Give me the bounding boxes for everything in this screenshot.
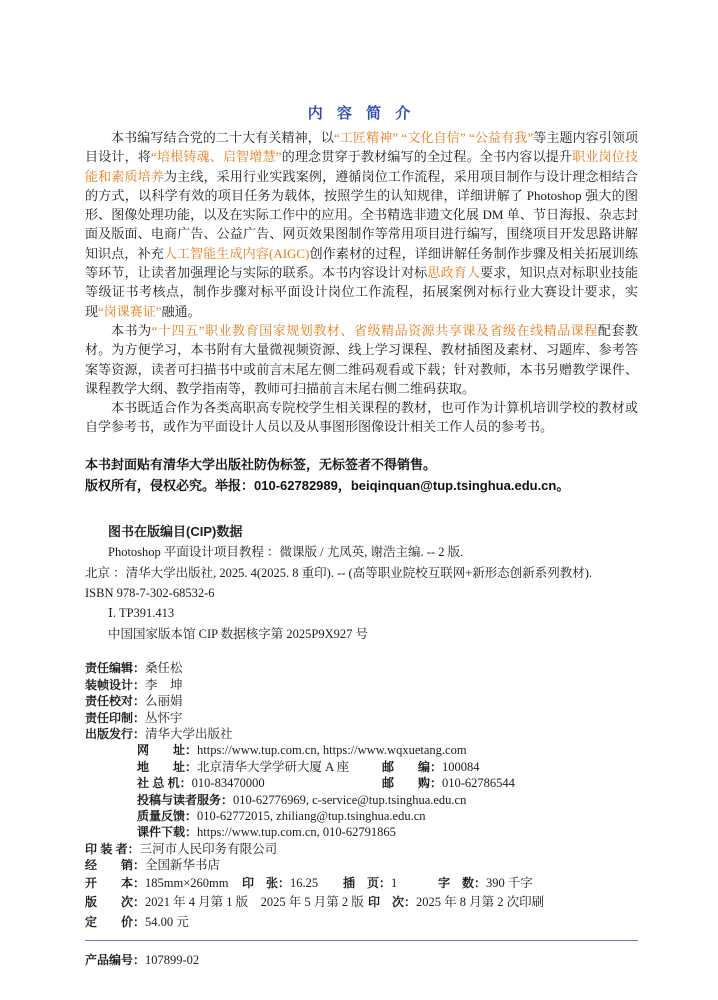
page-content bbox=[85, 0, 638, 969]
publisher-address-row bbox=[85, 759, 638, 775]
inserts-cell bbox=[343, 874, 397, 894]
text-segment: “十四五”职业教育国家规划教材、省级精品资源共享课及省级在线精品课程 bbox=[151, 322, 598, 338]
product-number-value: 107899-02 bbox=[145, 952, 200, 967]
credit-row bbox=[85, 660, 638, 676]
divider-line bbox=[85, 940, 638, 941]
cip-line-classification: Ⅰ. TP391.413 bbox=[108, 606, 175, 621]
inserts-value: 1 bbox=[391, 875, 398, 890]
reader-service-value: 010-62776969, c-service@tup.tsinghua.edu.cn bbox=[233, 792, 467, 807]
quality-feedback-row bbox=[85, 808, 638, 824]
impression-label: 印 次： bbox=[368, 895, 417, 910]
staff-credits bbox=[85, 660, 638, 726]
reader-service-label: 投稿与读者服务： bbox=[137, 792, 234, 807]
address-label: 地 址： bbox=[137, 759, 198, 774]
credit-row bbox=[85, 710, 638, 726]
courseware-download-row bbox=[85, 824, 638, 840]
anti-counterfeit-notice: 本书封面贴有清华大学出版社防伪标签，无标签者不得销售。 bbox=[85, 456, 437, 472]
text-segment: 要求，知识点对标职业技能等级证书考核点，制作步骤对标平面设计岗位工作流程，拓展案例对标行业大赛设计要求，实现 bbox=[85, 265, 638, 319]
text-segment: 创作素材的过程，详细讲解任务制作步骤及相关拓展训练等环节，让读者加强理论与实际的联系。本书内容设计对标 bbox=[85, 245, 638, 281]
sheets-label: 印 张： bbox=[242, 875, 291, 890]
text-segment: 职业岗位技能和素质培养 bbox=[85, 149, 638, 184]
text-segment: 等主题内容引领项目设计，将 bbox=[85, 130, 639, 165]
text-segment: 为主线，采用行业实践案例，遵循岗位工作流程，采用项目制作与设计理念相结合的方式，以科学有效的项目任务为载体，按照学生的认知规律，详细讲解了 Photoshop 强大的图形、图像处理功能，以及在实际工作中的应用。全书精选非遗文化展 DM 单、节日海报、杂志封面及版面、电商广告、公益广告、网页效果图制作等常用项目进行编写，围绕项目开发思路讲解知识点，补充 bbox=[85, 168, 638, 261]
text-segment: 本书编写结合党的二十大有关精神，以 bbox=[111, 130, 334, 145]
intro-paragraphs bbox=[85, 128, 638, 437]
printer-label: 印 装 者： bbox=[85, 841, 140, 856]
inserts-label: 插 页： bbox=[343, 875, 392, 890]
credit-value: 丛怀宇 bbox=[145, 710, 183, 725]
wordcount-value: 390 千字 bbox=[486, 875, 533, 890]
cip-line-isbn: ISBN 978-7-302-68532-6 bbox=[85, 586, 215, 601]
intro-paragraph bbox=[85, 321, 638, 398]
intro-paragraph bbox=[85, 398, 638, 437]
credit-value: 李 坤 bbox=[145, 677, 183, 692]
wordcount-cell bbox=[438, 874, 533, 894]
switchboard-value: 010-83470000 bbox=[191, 776, 265, 791]
publisher-label: 出版发行： bbox=[85, 726, 146, 741]
impression-value: 2025 年 8 月第 2 次印刷 bbox=[416, 895, 545, 910]
format-label: 开 本： bbox=[85, 875, 146, 890]
sheets-value: 16.25 bbox=[290, 875, 319, 890]
courseware-download-value: https://www.tup.com.cn, 010-62791865 bbox=[197, 825, 396, 840]
publisher-block bbox=[85, 726, 638, 841]
distributor-value: 全国新华书店 bbox=[145, 858, 221, 873]
cip-line: 北京 ：清华大学出版社, 2025. 4(2025. 8 重印). -- (高等职业院校互联网+新形态创新系列教材). bbox=[85, 565, 593, 580]
text-segment: 人工智能生成内容(AIGC) bbox=[163, 245, 310, 261]
printer-value: 三河市人民印务有限公司 bbox=[139, 841, 278, 856]
price-label: 定 价： bbox=[85, 914, 146, 929]
edition-value: 2021 年 4 月第 1 版 2025 年 5 月第 2 版 bbox=[145, 895, 364, 910]
reader-service-row bbox=[85, 792, 638, 808]
credit-value: 么丽娟 bbox=[145, 694, 183, 709]
section-title: 内 容 简 介 bbox=[307, 105, 416, 122]
text-segment: “岗课赛证” bbox=[98, 303, 162, 319]
format-row bbox=[85, 874, 638, 894]
publisher-name: 清华大学出版社 bbox=[145, 726, 233, 741]
postcode-label: 邮 编： bbox=[382, 759, 443, 774]
credit-row bbox=[85, 677, 638, 693]
text-segment: 融通。 bbox=[161, 303, 201, 319]
text-segment: “培根铸魂、启智增慧” bbox=[151, 149, 282, 165]
format-value: 185mm×260mm bbox=[145, 875, 229, 890]
cip-data-block bbox=[85, 522, 638, 645]
sheets-cell bbox=[242, 874, 318, 894]
price-row bbox=[85, 913, 638, 933]
publisher-website-row bbox=[85, 742, 638, 758]
credit-label: 装帧设计： bbox=[85, 677, 146, 692]
publisher-row bbox=[85, 726, 638, 742]
impression-cell bbox=[368, 893, 544, 913]
credit-label: 责任编辑： bbox=[85, 661, 146, 676]
text-segment: “公益有我” bbox=[468, 130, 534, 145]
cip-line: Photoshop 平面设计项目教程 ：微课版 / 尤凤英, 谢浩主编. -- 2 版. bbox=[108, 545, 464, 560]
edition-row bbox=[85, 893, 638, 913]
text-segment: 本书既适合作为各类高职高专院校学生相关课程的教材，也可作为计算机培训学校的教材或自学参考书，或作为平面设计人员以及从事图形图像设计相关工作人员的参考书。 bbox=[85, 400, 638, 435]
mailorder-label: 邮 购： bbox=[382, 776, 443, 791]
product-number-label: 产品编号： bbox=[85, 952, 146, 967]
printer-row bbox=[85, 841, 638, 857]
text-segment: 配套教材。为方便学习，本书附有大量微视频资源、线上学习课程、教材插图及素材、习题库、参考答案等资源，读者可扫描书中或前言末尾左侧二维码观看或下载；针对教师，本书另赠教学课件、课程教学大纲、教学指南等，教师可扫描前言末尾右侧二维码获取。 bbox=[85, 322, 638, 396]
cip-heading: 图书在版编目(CIP)数据 bbox=[108, 523, 243, 539]
text-segment: “工匠精神” bbox=[333, 130, 399, 145]
text-segment: 本书为 bbox=[111, 322, 152, 338]
text-segment: “文化自信” bbox=[401, 130, 466, 145]
rights-reserved-notice: 版权所有，侵权必究。举报：010-62782989，beiqinquan@tup.tsinghua.edu.cn。 bbox=[85, 478, 570, 494]
distributor-row bbox=[85, 857, 638, 873]
credit-value: 桑任松 bbox=[145, 661, 183, 676]
distributor-label: 经 销： bbox=[85, 858, 146, 873]
website-value: https://www.tup.com.cn, https://www.wqxuetang.com bbox=[197, 743, 467, 758]
printing-block bbox=[85, 841, 638, 933]
text-segment: 思政育人 bbox=[427, 265, 481, 281]
cip-line-registry: 中国国家版本馆 CIP 数据核字第 2025P9X927 号 bbox=[108, 626, 368, 641]
mailorder-value: 010-62786544 bbox=[442, 776, 515, 791]
text-segment: 的理念贯穿于教材编写的全过程。全书内容以提升 bbox=[281, 149, 573, 165]
edition-label: 版 次： bbox=[85, 895, 146, 910]
copyright-notices bbox=[85, 454, 638, 497]
postcode-value: 100084 bbox=[442, 759, 480, 774]
postcode-cell bbox=[382, 759, 480, 775]
credit-label: 责任校对： bbox=[85, 694, 146, 709]
publisher-phone-row bbox=[85, 775, 638, 791]
wordcount-label: 字 数： bbox=[438, 875, 487, 890]
price-value: 54.00 元 bbox=[145, 914, 189, 929]
quality-feedback-label: 质量反馈： bbox=[137, 808, 198, 823]
address-value: 北京清华大学学研大厦 A 座 bbox=[197, 759, 350, 774]
product-number-row bbox=[85, 952, 638, 969]
credit-label: 责任印制： bbox=[85, 710, 146, 725]
intro-paragraph bbox=[85, 128, 638, 321]
mailorder-cell bbox=[382, 775, 515, 791]
quality-feedback-value: 010-62772015, zhiliang@tup.tsinghua.edu.cn bbox=[197, 808, 426, 823]
credit-row bbox=[85, 693, 638, 709]
courseware-download-label: 课件下载： bbox=[137, 825, 198, 840]
switchboard-label: 社 总 机： bbox=[137, 776, 192, 791]
website-label: 网 址： bbox=[137, 743, 198, 758]
